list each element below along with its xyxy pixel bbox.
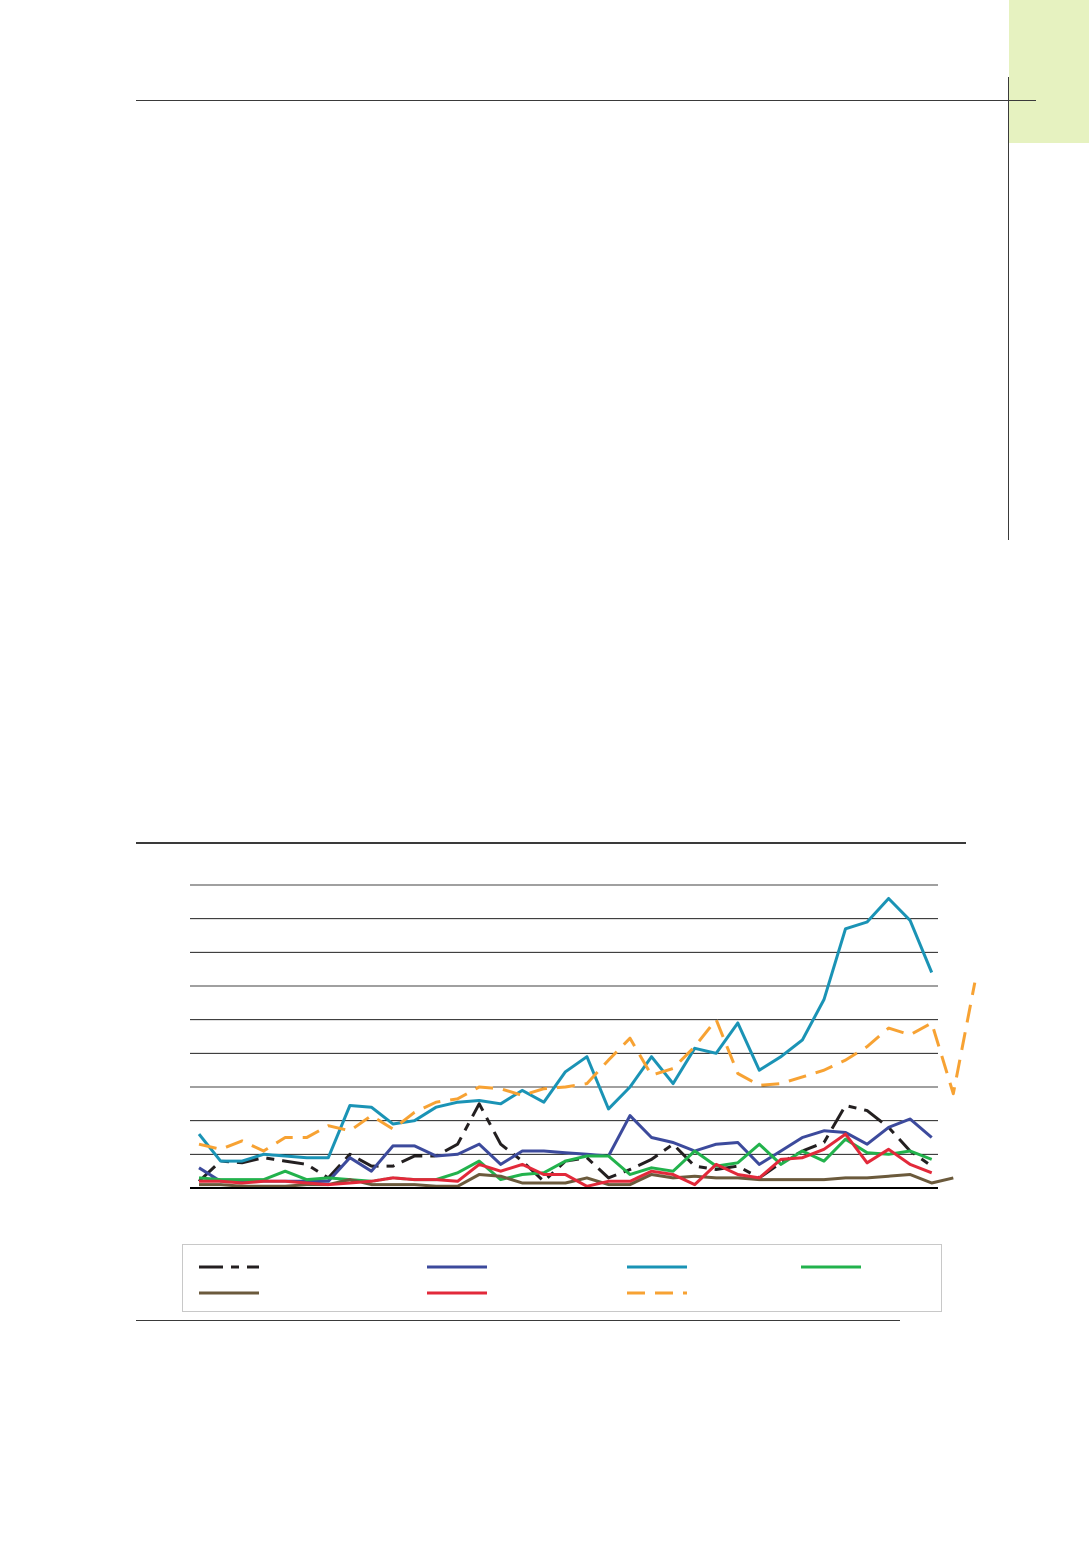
legend-swatch-black — [197, 1260, 261, 1274]
series-line-teal — [199, 899, 932, 1162]
series-line-navy — [199, 1116, 932, 1182]
legend-swatch-red — [425, 1286, 489, 1300]
chart-gridlines — [190, 885, 938, 1154]
series-line-black — [199, 1104, 932, 1182]
legend-swatch-navy — [425, 1260, 489, 1274]
series-line-orange — [199, 983, 975, 1151]
chart-series — [199, 899, 975, 1187]
legend-swatch-brown — [197, 1286, 261, 1300]
legend-swatch-orange — [625, 1286, 689, 1300]
legend-swatch-teal — [625, 1260, 689, 1274]
chart-legend — [182, 1244, 942, 1312]
legend-swatch-green — [799, 1260, 863, 1274]
